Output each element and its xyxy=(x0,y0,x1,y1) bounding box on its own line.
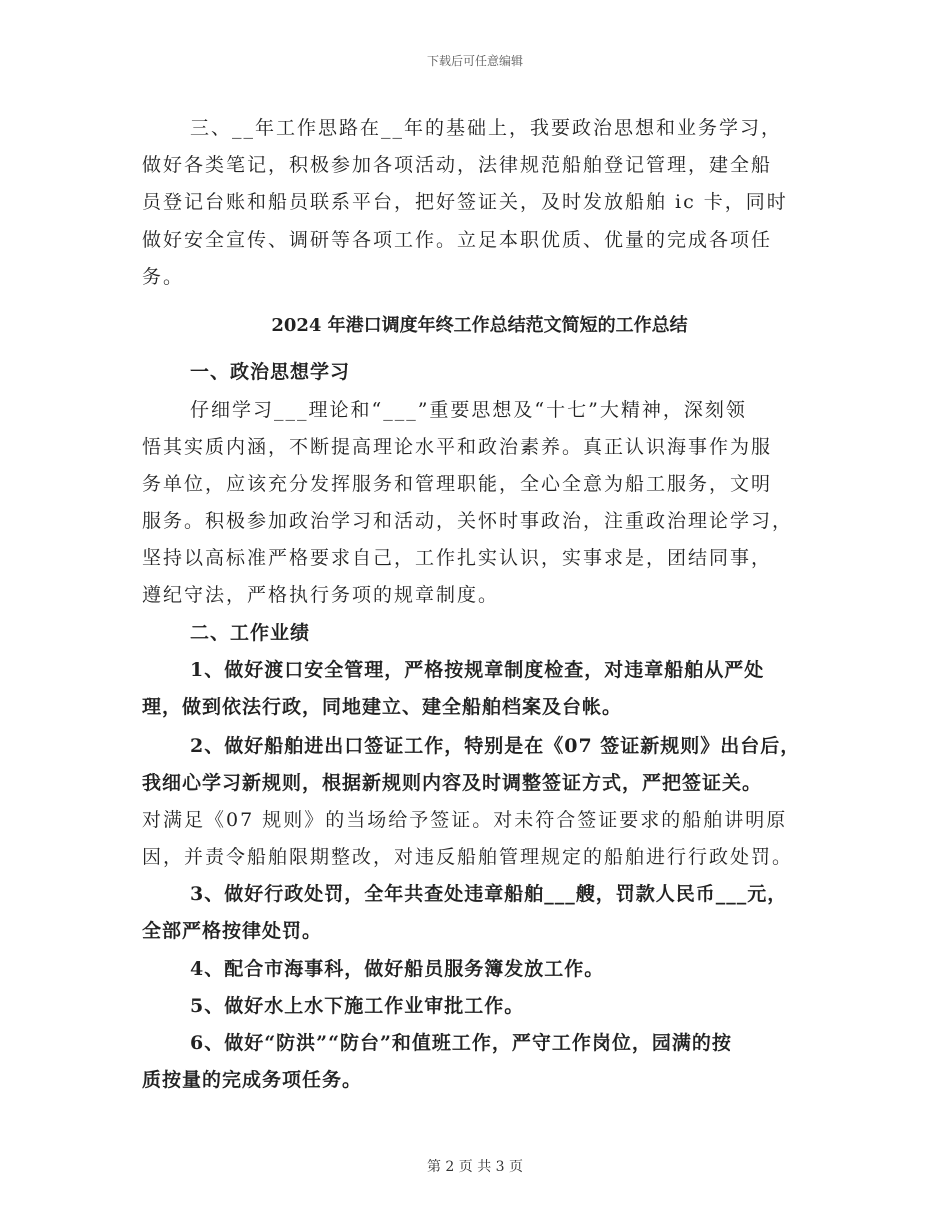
paragraph-line: 做好安全宣传、调研等各项工作。立足本职优质、优量的完成各项任 xyxy=(142,229,773,251)
list-item-line: 2、做好船舶进出口签证工作，特别是在《07 签证新规则》出台后， xyxy=(190,735,801,757)
list-item-line: 质按量的完成务项任务。 xyxy=(142,1069,363,1091)
list-item-line: 6、做好“防洪”“防台”和值班工作，严守工作岗位，园满的按 xyxy=(190,1032,732,1054)
paragraph-line: 仔细学习___理论和“___”重要思想及“十七”大精神，深刻领 xyxy=(190,399,747,421)
list-item-line: 1、做好渡口安全管理，严格按规章制度检查，对违章船舶从严处 xyxy=(190,659,765,681)
list-item-line: 理，做到依法行政，同地建立、建全船舶档案及台帐。 xyxy=(142,696,623,718)
document-title: 2024 年港口调度年终工作总结范文简短的工作总结 xyxy=(271,315,688,336)
paragraph-line: 服务。积极参加政治学习和活动，关怀时事政治，注重政治理论学习， xyxy=(142,510,794,532)
paragraph-line: 务单位，应该充分发挥服务和管理职能，全心全意为船工服务，文明 xyxy=(142,473,773,495)
page-header: 下载后可任意编辑 xyxy=(426,54,523,68)
page-footer: 第 2 页 共 3 页 xyxy=(426,1159,524,1175)
list-item-line: 我细心学习新规则，根据新规则内容及时调整签证方式，严把签证关。 xyxy=(142,772,763,794)
paragraph-line: 坚持以高标准严格要求自己，工作扎实认识，实事求是，团结同事， xyxy=(142,547,773,569)
list-item-line: 对满足《07 规则》的当场给予签证。对未符合签证要求的船舶讲明原 xyxy=(142,809,788,831)
list-item-line: 4、配合市海事科，做好船员服务簿发放工作。 xyxy=(190,958,605,980)
paragraph-line: 悟其实质内涵，不断提高理论水平和政治素养。真正认识海事作为服 xyxy=(142,436,773,458)
paragraph-line: 员登记台账和船员联系平台，把好签证关，及时发放船舶 ic 卡，同时 xyxy=(142,191,788,213)
paragraph-line: 做好各类笔记，积极参加各项活动，法律规范船舶登记管理，建全船 xyxy=(142,154,773,176)
paragraph-line: 务。 xyxy=(142,266,185,288)
paragraph-line: 遵纪守法，严格执行务项的规章制度。 xyxy=(142,584,500,606)
paragraph-line: 三、__年工作思路在__年的基础上，我要政治思想和业务学习， xyxy=(190,117,783,139)
section-heading: 二、工作业绩 xyxy=(190,622,311,644)
section-heading: 一、政治思想学习 xyxy=(190,361,351,383)
list-item-line: 全部严格按律处罚。 xyxy=(142,920,323,942)
list-item-line: 5、做好水上水下施工作业审批工作。 xyxy=(190,995,525,1017)
list-item-line: 3、做好行政处罚，全年共查处违章船舶___艘，罚款人民币___元， xyxy=(190,883,788,905)
list-item-line: 因，并责令船舶限期整改，对违反船舶管理规定的船舶进行行政处罚。 xyxy=(142,846,794,868)
